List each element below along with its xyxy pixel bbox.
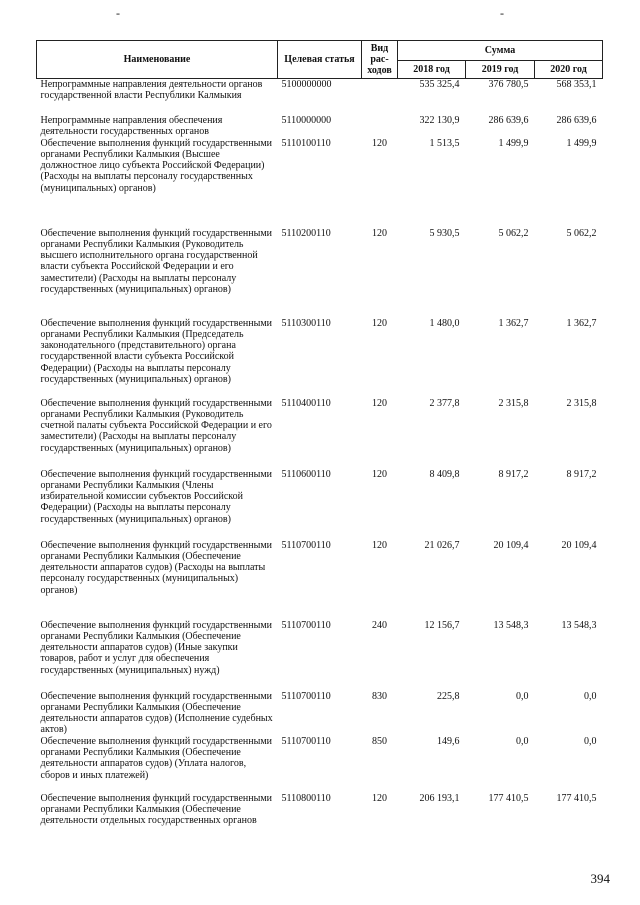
row-2020: 0,0 — [584, 735, 597, 747]
row-name: Непрограммные направления обеспечения деятельности государственных органов — [40, 114, 223, 137]
row-2019: 5 062,2 — [498, 227, 529, 239]
row-2020: 568 353,1 — [556, 79, 597, 90]
row-code: 5110400110 — [281, 397, 331, 409]
row-code: 5110300110 — [281, 317, 331, 329]
row-2018: 12 156,7 — [424, 619, 460, 631]
row-2018: 535 325,4 — [419, 79, 460, 90]
top-mark-right: - — [500, 6, 504, 20]
row-2019: 177 410,5 — [488, 792, 529, 804]
table-row — [37, 398, 603, 469]
row-2020: 177 410,5 — [556, 792, 597, 804]
table-row — [37, 115, 603, 138]
row-2019: 13 548,3 — [493, 619, 529, 631]
row-vid — [362, 115, 398, 138]
table-row — [37, 228, 603, 318]
budget-table — [36, 40, 603, 850]
table-row — [37, 79, 603, 115]
row-code: 5110700110 — [281, 735, 331, 747]
row-2018: 1 513,5 — [429, 137, 460, 149]
row-vid: 240 — [372, 619, 387, 631]
table-row — [37, 318, 603, 398]
header-2018: 2018 год — [398, 61, 466, 79]
row-name: Обеспечение выполнения функций государственными органами Республики Калмыкия (Обеспечение деятельности аппаратов судов) (Расходы на выплаты персоналу государственных (муниципальных) органов) — [40, 539, 273, 596]
row-code: 5110200110 — [281, 227, 331, 239]
row-code: 5110700110 — [281, 619, 331, 631]
row-2019: 1 499,9 — [498, 137, 529, 149]
row-2018: 5 930,5 — [429, 227, 460, 239]
row-vid: 120 — [372, 137, 387, 149]
row-2020: 2 315,8 — [566, 397, 597, 409]
row-name: Обеспечение выполнения функций государственными органами Республики Калмыкия (Члены избирательной комиссии субъектов Российской Федерации) (Расходы на выплаты персоналу государственных (муниципальных) органов) — [40, 468, 273, 525]
row-2018: 21 026,7 — [424, 539, 460, 551]
page-number: 394 — [590, 871, 610, 886]
row-2019: 2 315,8 — [498, 397, 529, 409]
row-name: Обеспечение выполнения функций государственными органами Республики Калмыкия (Обеспечение деятельности аппаратов судов) (Иные закупки товаров, работ и услуг для обеспечения государственных (муниципальных) нужд) — [40, 619, 273, 676]
row-name: Обеспечение выполнения функций государственными органами Республики Калмыкия (Высшее должностное лицо субъекта Российской Федерации) (Расходы на выплаты персоналу государственных (муниципальных) органов) — [40, 137, 273, 194]
row-2018: 8 409,8 — [429, 468, 460, 480]
row-vid: 120 — [372, 317, 387, 329]
row-2019: 0,0 — [516, 690, 529, 702]
row-name: Обеспечение выполнения функций государственными органами Республики Калмыкия (Обеспечение деятельности аппаратов судов) (Исполнение судебных актов) — [40, 690, 273, 736]
row-name: Обеспечение выполнения функций государственными органами Республики Калмыкия (Обеспечение деятельности отдельных государственных органов — [40, 792, 273, 827]
row-2020: 286 639,6 — [556, 114, 597, 126]
row-vid: 830 — [372, 690, 387, 702]
row-vid: 120 — [372, 792, 387, 804]
row-vid: 850 — [372, 735, 387, 747]
table-row — [37, 138, 603, 228]
row-2018: 149,6 — [437, 735, 460, 747]
row-name: Обеспечение выполнения функций государственными органами Республики Калмыкия (Председатель законодательного (представительного) органа государственной власти субъекта Российской Федерации) (Расходы на выплаты персоналу государственных (муниципальных) органов) — [40, 317, 273, 385]
table-row — [37, 793, 603, 850]
row-2019: 286 639,6 — [488, 114, 529, 126]
row-code: 5100000000 — [281, 79, 332, 90]
table-row — [37, 469, 603, 540]
row-2020: 0,0 — [584, 690, 597, 702]
row-2019: 8 917,2 — [498, 468, 529, 480]
table-row — [37, 691, 603, 736]
row-2020: 20 109,4 — [561, 539, 597, 551]
row-vid: 120 — [372, 397, 387, 409]
header-code: Целевая статья — [278, 41, 362, 79]
row-2018: 206 193,1 — [419, 792, 460, 804]
table-row — [37, 540, 603, 620]
row-vid: 120 — [372, 468, 387, 480]
header-2019: 2019 год — [466, 61, 535, 79]
row-2018: 322 130,9 — [419, 114, 460, 126]
table-body — [37, 79, 603, 850]
row-code: 5110700110 — [281, 539, 331, 551]
row-2019: 0,0 — [516, 735, 529, 747]
row-2019: 1 362,7 — [498, 317, 529, 329]
row-name: Обеспечение выполнения функций государственными органами Республики Калмыкия (Обеспечение деятельности аппаратов судов) (Уплата налогов, сборов и иных платежей) — [40, 735, 273, 781]
row-vid: 120 — [372, 227, 387, 239]
row-code: 5110600110 — [281, 468, 331, 480]
row-2020: 8 917,2 — [566, 468, 597, 480]
row-code: 5110800110 — [281, 792, 331, 804]
row-vid: 120 — [372, 539, 387, 551]
row-code: 5110100110 — [281, 137, 331, 149]
header-2020: 2020 год — [535, 61, 603, 79]
row-code: 5110000000 — [281, 114, 332, 126]
row-name: Обеспечение выполнения функций государственными органами Республики Калмыкия (Руководитель высшего исполнительного органа государственной власти субъекта Российской Федерации и его заместители) (Расходы на выплаты персоналу государственных (муниципальных) органов) — [40, 227, 273, 295]
row-2018: 2 377,8 — [429, 397, 460, 409]
row-2020: 5 062,2 — [566, 227, 597, 239]
row-2018: 225,8 — [437, 690, 460, 702]
header-name: Наименование — [37, 41, 278, 79]
row-2020: 1 362,7 — [566, 317, 597, 329]
header-sum: Сумма — [398, 41, 603, 61]
row-vid — [362, 79, 398, 115]
row-2018: 1 480,0 — [429, 317, 460, 329]
row-2020: 13 548,3 — [561, 619, 597, 631]
header-vid: Вид рас-ходов — [362, 41, 398, 79]
top-mark-left: - — [116, 6, 120, 20]
row-2019: 20 109,4 — [493, 539, 529, 551]
row-2019: 376 780,5 — [488, 79, 529, 90]
row-code: 5110700110 — [281, 690, 331, 702]
table-row — [37, 736, 603, 793]
row-name: Непрограммные направления деятельности органов государственной власти Республики Калмыкия — [40, 79, 263, 102]
row-name: Обеспечение выполнения функций государственными органами Республики Калмыкия (Руководитель счетной палаты субъекта Российской Федерации и его заместители) (Расходы на выплаты персоналу государственных (муниципальных) органов) — [40, 397, 273, 454]
table-row — [37, 620, 603, 691]
row-2020: 1 499,9 — [566, 137, 597, 149]
